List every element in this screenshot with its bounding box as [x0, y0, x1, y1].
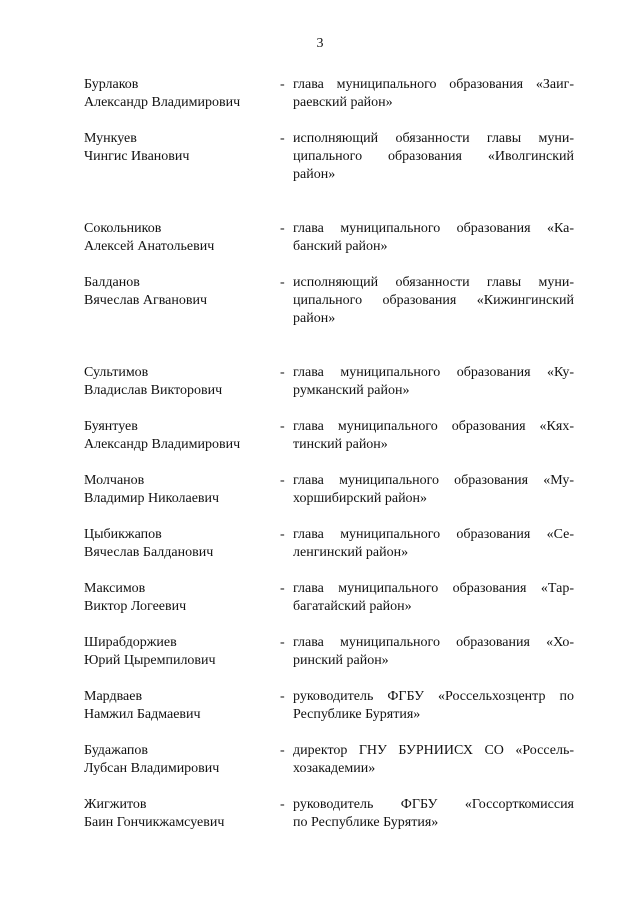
given-names: Владислав Викторович — [84, 383, 223, 398]
position-title — [293, 526, 574, 562]
person-name — [84, 130, 280, 166]
position-line: по Республике Бурятия» — [293, 815, 439, 830]
list-item — [84, 418, 574, 454]
position-title — [293, 76, 574, 112]
person-name — [84, 274, 280, 310]
position-title — [293, 274, 574, 328]
position-line: ципального образования «Кижингинский — [293, 293, 574, 308]
given-names: Намжил Бадмаевич — [84, 707, 201, 722]
page-number: 3 — [316, 36, 324, 51]
person-name — [84, 526, 280, 562]
separator-dash: - — [280, 527, 285, 542]
position-line: багатайский район» — [293, 599, 412, 614]
separator-dash: - — [280, 131, 285, 146]
given-names: Вячеслав Агванович — [84, 293, 208, 308]
person-name — [84, 634, 280, 670]
list-item — [84, 634, 574, 670]
given-names: Владимир Николаевич — [84, 491, 220, 506]
given-names: Александр Владимирович — [84, 95, 241, 110]
given-names: Юрий Цыремпилович — [84, 653, 216, 668]
given-names: Лубсан Владимирович — [84, 761, 220, 776]
position-title — [293, 418, 574, 454]
position-line: район» — [293, 311, 336, 326]
position-line: глава муниципального образования «Ка- — [293, 221, 574, 236]
surname: Бурлаков — [84, 77, 139, 92]
person-name — [84, 418, 280, 454]
surname: Мункуев — [84, 131, 137, 146]
position-line: район» — [293, 167, 336, 182]
position-line: глава муниципального образования «Му- — [293, 473, 574, 488]
position-line: глава муниципального образования «Кях- — [293, 419, 574, 434]
position-line: тинский район» — [293, 437, 388, 452]
person-name — [84, 580, 280, 616]
list-item — [84, 76, 574, 112]
person-name — [84, 364, 280, 400]
position-line: банский район» — [293, 239, 388, 254]
list-item — [84, 688, 574, 724]
surname: Мардваев — [84, 689, 143, 704]
position-line: ринский район» — [293, 653, 389, 668]
surname: Ширабдоржиев — [84, 635, 177, 650]
person-name — [84, 472, 280, 508]
position-line: руководитель ФГБУ «Россельхозцентр по — [293, 689, 574, 704]
position-title — [293, 796, 574, 832]
position-line: глава муниципального образования «Ку- — [293, 365, 574, 380]
separator-dash: - — [280, 473, 285, 488]
position-line: директор ГНУ БУРНИИСХ СО «Россель- — [293, 743, 574, 758]
position-line: руководитель ФГБУ «Госсорткомиссия — [293, 797, 574, 812]
given-names: Баин Гончикжамсуевич — [84, 815, 225, 830]
surname: Молчанов — [84, 473, 145, 488]
separator-dash: - — [280, 365, 285, 380]
list-item — [84, 364, 574, 400]
position-line: исполняющий обязанности главы муни- — [293, 275, 574, 290]
position-line: ципального образования «Иволгинский — [293, 149, 574, 164]
member-list — [84, 76, 574, 850]
position-line: глава муниципального образования «Хо- — [293, 635, 574, 650]
given-names: Виктор Логеевич — [84, 599, 187, 614]
list-item — [84, 472, 574, 508]
position-line: хоршибирский район» — [293, 491, 428, 506]
given-names: Александр Владимирович — [84, 437, 241, 452]
surname: Жигжитов — [84, 797, 147, 812]
position-line: румканский район» — [293, 383, 410, 398]
position-title — [293, 220, 574, 256]
separator-dash: - — [280, 689, 285, 704]
person-name — [84, 742, 280, 778]
person-name — [84, 796, 280, 832]
position-line: глава муниципального образования «Тар- — [293, 581, 574, 596]
separator-dash: - — [280, 77, 285, 92]
list-item — [84, 742, 574, 778]
separator-dash: - — [280, 581, 285, 596]
separator-dash: - — [280, 743, 285, 758]
position-line: Республике Бурятия» — [293, 707, 421, 722]
surname: Цыбикжапов — [84, 527, 162, 542]
given-names: Алексей Анатольевич — [84, 239, 215, 254]
position-line: ленгинский район» — [293, 545, 409, 560]
position-title — [293, 472, 574, 508]
position-line: глава муниципального образования «Се- — [293, 527, 574, 542]
position-title — [293, 130, 574, 184]
position-title — [293, 688, 574, 724]
surname: Максимов — [84, 581, 146, 596]
list-item — [84, 796, 574, 832]
position-line: исполняющий обязанности главы муни- — [293, 131, 574, 146]
position-title — [293, 634, 574, 670]
list-item — [84, 220, 574, 256]
surname: Буянтуев — [84, 419, 138, 434]
position-line: хозакадемии» — [293, 761, 376, 776]
surname: Будажапов — [84, 743, 148, 758]
person-name — [84, 76, 280, 112]
position-title — [293, 580, 574, 616]
list-item — [84, 580, 574, 616]
surname: Сокольников — [84, 221, 162, 236]
position-title — [293, 364, 574, 400]
position-title — [293, 742, 574, 778]
surname: Балданов — [84, 275, 140, 290]
person-name — [84, 220, 280, 256]
given-names: Вячеслав Балданович — [84, 545, 214, 560]
separator-dash: - — [280, 797, 285, 812]
position-line: раевский район» — [293, 95, 393, 110]
separator-dash: - — [280, 221, 285, 236]
list-item — [84, 130, 574, 184]
position-line: глава муниципального образования «Заиг- — [293, 77, 574, 92]
given-names: Чингис Иванович — [84, 149, 190, 164]
person-name — [84, 688, 280, 724]
separator-dash: - — [280, 635, 285, 650]
list-item — [84, 274, 574, 328]
surname: Сультимов — [84, 365, 149, 380]
separator-dash: - — [280, 419, 285, 434]
list-item — [84, 526, 574, 562]
separator-dash: - — [280, 275, 285, 290]
